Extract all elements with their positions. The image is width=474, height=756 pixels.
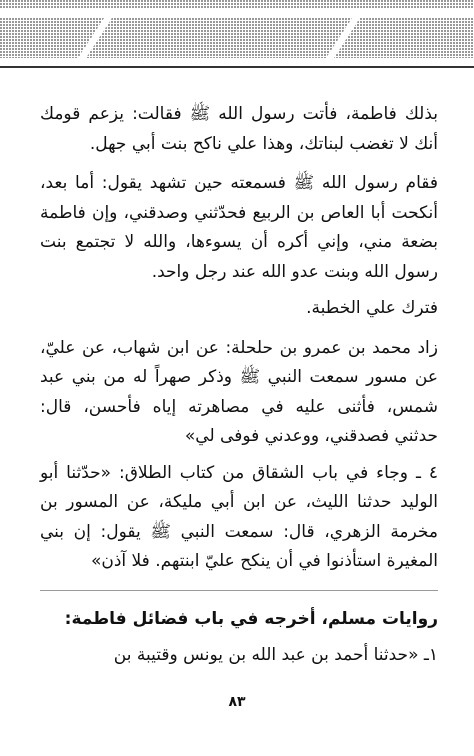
paragraph-5: ٤ ـ وجاء في باب الشقاق من كتاب الطلاق: «حدّثنا أبو الوليد حدثنا الليث، عن ابن أبي مليكة، عن المسور بن مخرمة الزهري، قال: سمعت النبي ﷺ يقول: إن بني المغيرة استأذنوا في أن ينكح عليّ ابنتهم. فلا آذن» <box>40 462 438 571</box>
paragraph-2: فقام رسول الله ﷺ فسمعته حين تشهد يقول: أما بعد، أنكحت أبا العاص بن الربيع فحدّثني وصدقني، وإن فاطمة بضعة مني، وإني أكره أن يسوءها، والله لا تجتمع بنت رسول الله وبنت عدو الله عند رجل واحد. <box>40 173 438 282</box>
list-item-1: ١ـ «حدثنا أحمد بن عبد الله بن يونس وقتيبة بن <box>113 645 438 665</box>
section-heading: روايات مسلم، أخرجه في باب فضائل فاطمة: <box>64 608 438 629</box>
page-number: ٨٣ <box>228 694 246 710</box>
paragraph-1: بذلك فاطمة، فأتت رسول الله ﷺ فقالت: يزعم قومك أنك لا تغضب لبناتك، وهذا علي ناكح بنت أبي جهل. <box>40 104 438 154</box>
paragraph-3: فترك علي الخطبة. <box>306 298 438 318</box>
main-text <box>40 100 438 671</box>
paragraph-4: زاد محمد بن عمرو بن حلحلة: عن ابن شهاب، عن عليّ، عن مسور سمعت النبي ﷺ وذكر صهراً له من بني عبد شمس، فأثنى عليه في مصاهرته إياه فأحسن، قال: حدثني فصدقني، ووعدني فوفى لي» <box>40 337 438 446</box>
divider <box>40 590 438 591</box>
decorative-header-band <box>0 0 474 96</box>
